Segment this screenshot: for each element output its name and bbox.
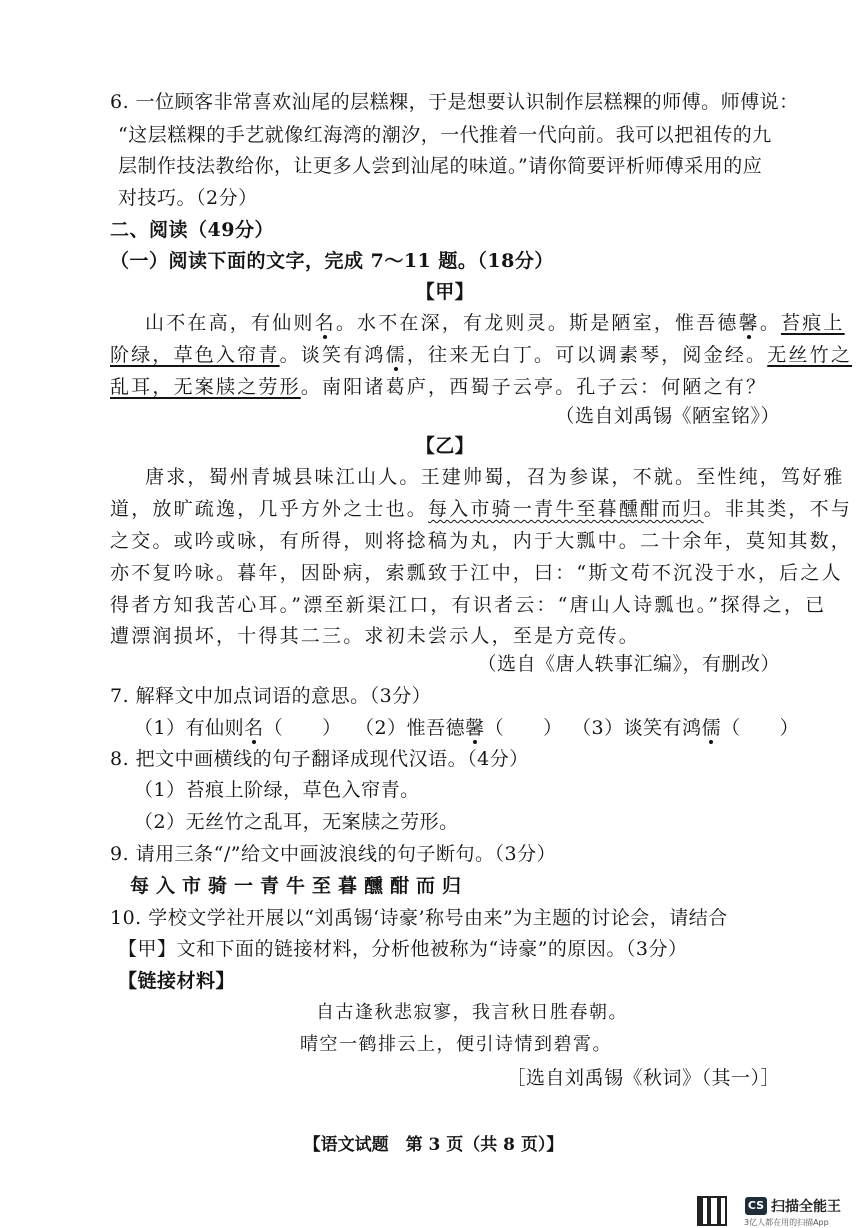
wavy-underlined-sentence: 每入市骑一青牛至暮醺酣而归: [428, 498, 704, 520]
qr-code-icon: [697, 1196, 727, 1226]
underlined-sentence-2-end: 乱耳，无案牍之劳形: [110, 376, 301, 398]
underlined-sentence-1-end: 阶绿，草色入帘青: [110, 344, 280, 366]
page-footer: 【语文试题 第 3 页（共 8 页）】: [303, 1135, 564, 1155]
passage-jia-title: 【甲】: [415, 281, 475, 303]
q6-line-3: 层制作技法教给你，让更多人尝到汕尾的味道。”请你简要评析师傅采用的应: [118, 155, 763, 177]
passage-yi-title: 【乙】: [415, 435, 475, 457]
passage-jia-line-3: 乱耳，无案牍之劳形。南阳诸葛庐，西蜀子云亭。孔子云：何陋之有？: [110, 376, 768, 398]
passage-yi-line-1: 唐求，蜀州青城县味江山人。王建帅蜀，召为参谋，不就。至性纯，笃好雅: [145, 466, 845, 488]
poem-source: ［选自刘禹锡《秋词》（其一）］: [506, 1067, 780, 1089]
passage-yi-line-5: 得者方知我苦心耳。”漂至新渠江口，有识者云：“唐山人诗瓢也。”探得之，已: [110, 594, 827, 616]
dotted-word-ming: 名: [314, 312, 336, 334]
q9-sentence: 每入市骑一青牛至暮醺酣而归: [130, 875, 469, 897]
q7-item-3: （3）谈笑有鸿儒（ ）: [572, 717, 800, 739]
scanner-slogan: 3亿人都在用的扫描App: [744, 1218, 829, 1227]
passage-yi-source: （选自《唐人轶事汇编》，有删改）: [477, 653, 780, 675]
part-1-heading: （一）阅读下面的文字，完成 7～11 题。（18分）: [110, 250, 554, 272]
passage-yi-line-6: 遭漂润损坏，十得其二三。求初未尝示人，至是方竞传。: [110, 625, 641, 647]
passage-yi-line-3: 之交。或吟或咏，有所得，则将捻稿为丸，内于大瓢中。二十余年，莫知其数，: [110, 530, 853, 552]
passage-jia-line-1: 山不在高，有仙则名。水不在深，有龙则灵。斯是陋室，惟吾德馨。苔痕上: [145, 312, 845, 334]
q10-line-1: 10. 学校文学社开展以“刘禹锡‘诗豪’称号由来”为主题的讨论会，请结合: [110, 907, 728, 929]
q9-stem: 9. 请用三条“/”给文中画波浪线的句子断句。（3分）: [110, 843, 557, 865]
q6-line-2: “这层糕粿的手艺就像红海湾的潮汐，一代推着一代向前。我可以把祖传的九: [118, 124, 772, 146]
passage-yi-line-2: 道，放旷疏逸，几乎方外之士也。每入市骑一青牛至暮醺酣而归。非其类，不与: [110, 498, 853, 520]
section-title-reading: 二、阅读（49分）: [110, 219, 274, 241]
underlined-sentence-2-start: 无丝竹之: [767, 344, 853, 366]
link-material-title: 【链接材料】: [118, 970, 236, 992]
q6-line-4: 对技巧。（2分）: [118, 187, 258, 209]
dotted-word-ru: 儒: [385, 344, 407, 366]
q8-stem: 8. 把文中画横线的句子翻译成现代汉语。（4分）: [110, 748, 529, 770]
scanner-brand: 扫描全能王: [771, 1199, 841, 1215]
q8-item-1: （1）苔痕上阶绿，草色入帘青。: [134, 779, 420, 801]
passage-jia-line-2: 阶绿，草色入帘青。谈笑有鸿儒，往来无白丁。可以调素琴，阅金经。无丝竹之: [110, 344, 853, 366]
passage-yi-line-4: 亦不复吟咏。暮年，因卧病，索瓢致于江中，曰：“斯文苟不沉没于水，后之人: [110, 562, 843, 584]
q6-line-1: 6. 一位顾客非常喜欢汕尾的层糕粿，于是想要认识制作层糕粿的师傅。师傅说：: [110, 91, 799, 113]
q8-item-2: （2）无丝竹之乱耳，无案牍之劳形。: [134, 811, 459, 833]
q10-line-2: 【甲】文和下面的链接材料，分析他被称为“诗豪”的原因。（3分）: [118, 938, 688, 960]
passage-jia-source: （选自刘禹锡《陋室铭》）: [555, 405, 780, 427]
dotted-word-xin: 馨: [738, 312, 760, 334]
q7-item-1: （1）有仙则名（ ）: [134, 717, 342, 739]
camscanner-logo: CS: [745, 1197, 767, 1215]
underlined-sentence-1-start: 苔痕上: [781, 312, 845, 334]
poem-line-2: 晴空一鹤排云上，便引诗情到碧霄。: [300, 1034, 612, 1055]
q7-item-2: （2）惟吾德馨（ ）: [355, 717, 563, 739]
poem-line-1: 自古逢秋悲寂寥，我言秋日胜春朝。: [316, 1002, 628, 1023]
q7-stem: 7. 解释文中加点词语的意思。（3分）: [110, 685, 432, 707]
